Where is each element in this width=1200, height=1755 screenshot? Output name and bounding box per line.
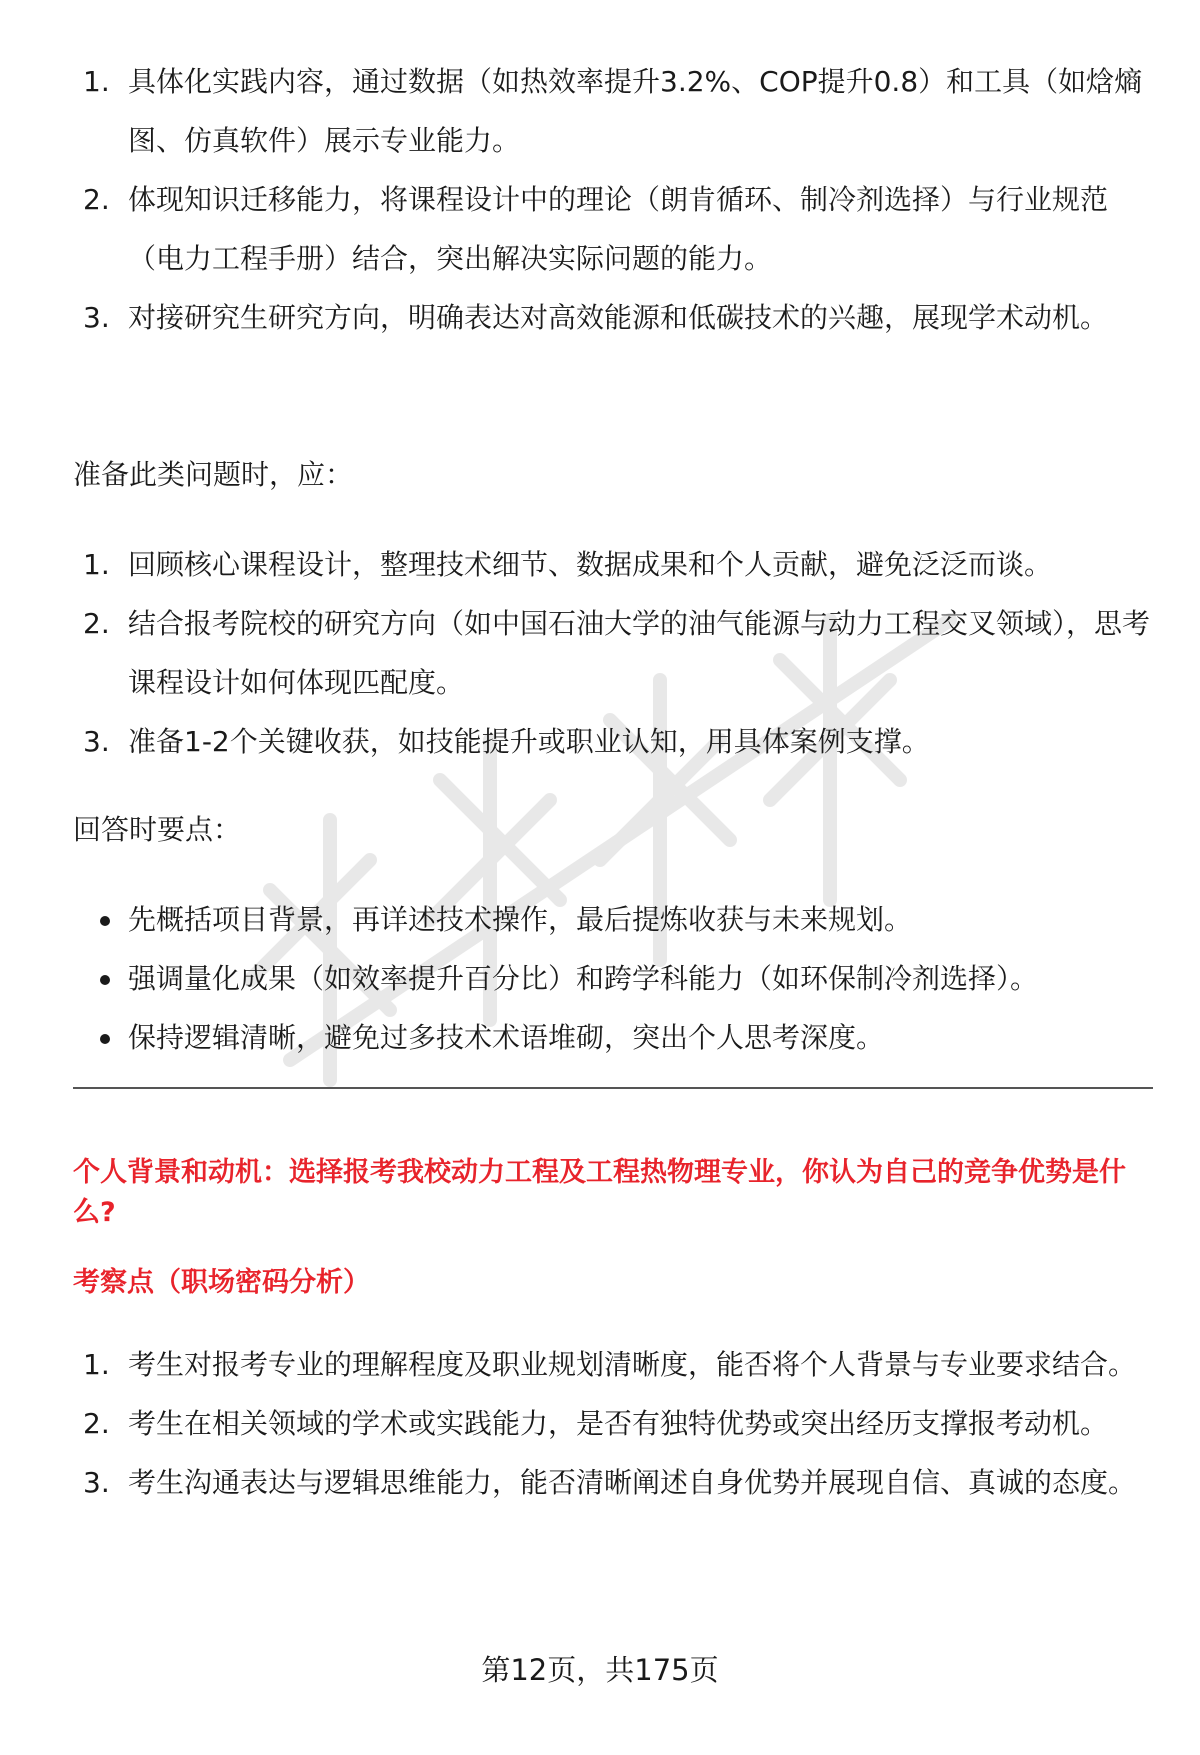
bullet-text: 强调量化成果（如效率提升百分比）和跨学科能力（如环保制冷剂选择）。 (128, 962, 1039, 995)
list-marker: 1. (83, 548, 110, 581)
list-marker: 3. (83, 1466, 110, 1499)
bullet-list (73, 890, 1153, 1067)
list-item-text: 考生在相关领域的学术或实践能力，是否有独特优势或突出经历支撑报考动机。 (128, 1407, 1109, 1440)
examine-heading-block (73, 1263, 1153, 1303)
list-item-text: 考生沟通表达与逻辑思维能力，能否清晰阐述自身优势并展现自信、真诚的态度。 (128, 1466, 1137, 1499)
list-item-text: 回顾核心课程设计，整理技术细节、数据成果和个人贡献，避免泛泛而谈。 (128, 548, 1053, 581)
section-divider (73, 1087, 1153, 1089)
list-item (73, 288, 1153, 347)
question-heading-block (73, 1153, 1153, 1233)
bullet-text: 保持逻辑清晰，避免过多技术术语堆砌，突出个人思考深度。 (128, 1021, 885, 1054)
examine-heading: 考察点（职场密码分析） (73, 1267, 370, 1298)
list-marker: 2. (83, 183, 110, 216)
list-item (73, 1394, 1153, 1453)
list-item-text: 考生对报考专业的理解程度及职业规划清晰度，能否将个人背景与专业要求结合。 (128, 1348, 1137, 1381)
bullet-dot-icon (100, 916, 110, 926)
list-item (73, 594, 1153, 712)
prepare-paragraph: 准备此类问题时，应： (73, 458, 354, 491)
list-item-text: 具体化实践内容，通过数据（如热效率提升3.2%、COP提升0.8）和工具（如焓熵图、仿真软件）展示专业能力。 (128, 65, 1143, 157)
list-2-block (73, 535, 1153, 771)
list-item (73, 1335, 1153, 1394)
list-marker: 3. (83, 725, 110, 758)
list-marker: 2. (83, 607, 110, 640)
bullet-list-block (73, 890, 1153, 1067)
bullet-item (73, 890, 1153, 949)
list-marker: 3. (83, 301, 110, 334)
numbered-list-2 (73, 535, 1153, 771)
list-item-text: 准备1-2个关键收获，如技能提升或职业认知，用具体案例支撑。 (128, 725, 930, 758)
answer-paragraph: 回答时要点： (73, 813, 242, 846)
bullet-dot-icon (100, 975, 110, 985)
list-marker: 1. (83, 65, 110, 98)
list-item-text: 对接研究生研究方向，明确表达对高效能源和低碳技术的兴趣，展现学术动机。 (128, 301, 1109, 334)
bullet-item (73, 949, 1153, 1008)
list-item (73, 1453, 1153, 1512)
page-footer: 第12页，共175页 (481, 1653, 719, 1687)
list-marker: 1. (83, 1348, 110, 1381)
list-item (73, 52, 1153, 170)
question-heading: 个人背景和动机：选择报考我校动力工程及工程热物理专业，你认为自己的竞争优势是什么? (73, 1157, 1126, 1228)
list-marker: 2. (83, 1407, 110, 1440)
list-item-text: 结合报考院校的研究方向（如中国石油大学的油气能源与动力工程交叉领域），思考课程设计如何体现匹配度。 (128, 607, 1151, 699)
bullet-item (73, 1008, 1153, 1067)
numbered-list-3 (73, 1335, 1153, 1512)
numbered-list-1 (73, 52, 1153, 347)
list-item (73, 170, 1153, 288)
bullet-dot-icon (100, 1034, 110, 1044)
list-item (73, 535, 1153, 594)
answer-paragraph-block (73, 810, 1153, 850)
list-item (73, 712, 1153, 771)
prepare-paragraph-block (73, 455, 1153, 495)
list-item-text: 体现知识迁移能力，将课程设计中的理论（朗肯循环、制冷剂选择）与行业规范（电力工程手册）结合，突出解决实际问题的能力。 (128, 183, 1109, 275)
list-1-block (73, 52, 1153, 347)
bullet-text: 先概括项目背景，再详述技术操作，最后提炼收获与未来规划。 (128, 903, 913, 936)
list-3-block (73, 1335, 1153, 1512)
